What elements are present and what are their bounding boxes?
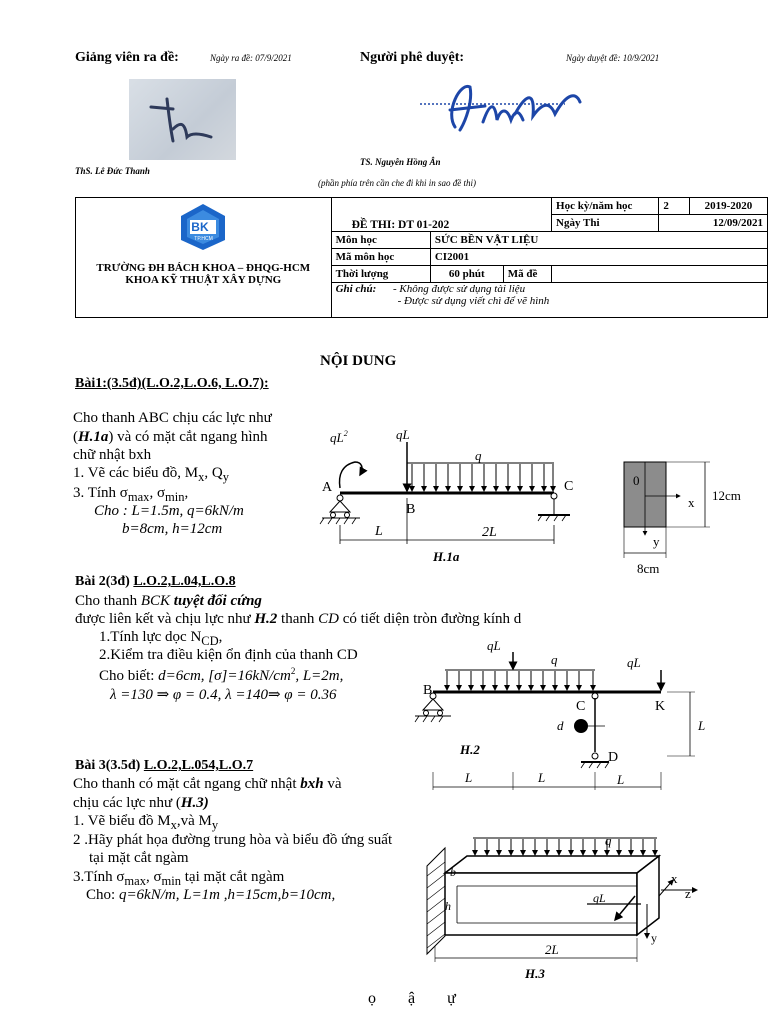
- bai3-task1: 1. Vẽ biểu đồ $M_x,và$ $M_y$: [73, 813, 219, 832]
- h3-y: y: [651, 931, 657, 945]
- school-cell: [76, 198, 332, 318]
- bai1-task1: 1. Vẽ các biểu đồ, $M_x$, $Q_y$: [73, 465, 229, 484]
- bai2-heading: Bài 2(3đ) L.O.2,L.04,L.O.8: [75, 574, 236, 589]
- note-2: - Được sử dụng viết chì để vẽ hình: [397, 295, 550, 307]
- h2-d: d: [557, 718, 564, 733]
- notes-cell: [331, 283, 767, 318]
- date-value: 12/09/2021: [659, 215, 768, 232]
- bai3-line2: chịu các lực như (H.3): [73, 795, 209, 811]
- bai1-heading: [75, 376, 269, 392]
- h2-q: q: [551, 652, 558, 667]
- h1-L: L: [375, 524, 383, 539]
- h3-x: x: [671, 871, 678, 886]
- lecturer-signature-icon: [129, 79, 236, 160]
- footer-glyphs: ọ ậ ự: [368, 990, 456, 1007]
- h3-h: h: [445, 899, 451, 913]
- note-label: Ghi chú:: [335, 283, 377, 295]
- note-1: - Không được sử dụng tài liệu: [393, 283, 526, 295]
- exam-code-label: Mã đề: [503, 266, 551, 283]
- bai1-task3: 3. Tính $\sigma_{max}$, $\sigma_{min}$,: [73, 485, 189, 504]
- bai3-heading: Bài 3(3.5đ) L.O.2,L.054,L.O.7: [75, 758, 254, 773]
- bai3-given: Cho: q=6kN/m, L=1m ,h=15cm,b=10cm,: [86, 887, 336, 903]
- bai2-given2: λ =130 ⇒ φ = 0.4, λ =140⇒ φ = 0.36: [110, 687, 337, 703]
- approver-signature-icon: [415, 72, 585, 142]
- h2-caption: H.2: [460, 742, 480, 757]
- bai2-line1: Cho thanh BCK tuyệt đối cứng: [75, 593, 262, 609]
- approve-date: Ngày duyệt đề: 10/9/2021: [566, 53, 660, 63]
- semester-label: Học kỳ/năm học: [552, 198, 659, 215]
- h2-L2: L: [538, 770, 546, 785]
- h3-z: z: [685, 886, 691, 901]
- bai1-heading-text: Bài1:(3.5đ)(L.O.2,L.O.6, L.O.7):: [75, 376, 269, 391]
- bai1-given2: b=8cm, h=12cm: [122, 521, 223, 537]
- date-label: Ngày Thi: [552, 215, 659, 232]
- content-title: NỘI DUNG: [320, 353, 397, 369]
- bai1-line1: Cho thanh ABC chịu các lực như: [73, 410, 272, 426]
- bai1-given1: Cho : L=1.5m, q=6kN/m: [94, 503, 244, 519]
- figure-h2-dims: [405, 762, 715, 792]
- h3-caption: H.3: [525, 966, 545, 981]
- cs-h-dim: 12cm: [712, 488, 741, 503]
- duration-value: 60 phút: [430, 266, 503, 283]
- h1-q: q: [475, 448, 482, 463]
- h3-2L: 2L: [545, 942, 559, 957]
- h2-qL-right: qL: [627, 655, 641, 670]
- approver-label: Người phê duyệt:: [360, 50, 465, 65]
- bai2-line2: được liên kết và chịu lực như H.2 thanh CD có tiết diện tròn đường kính d: [75, 611, 522, 627]
- h3-b: b: [450, 865, 456, 879]
- exam-code-value: [552, 266, 768, 283]
- h2-C: C: [576, 699, 586, 714]
- cs-origin: 0: [633, 473, 640, 488]
- cs-x: x: [688, 495, 695, 510]
- h2-L-side: L: [698, 718, 706, 733]
- h2-L3: L: [617, 772, 625, 787]
- lecturer-name: ThS. Lê Đức Thanh: [75, 166, 150, 176]
- exam-title: ĐỀ THI: DT 01-202: [331, 198, 551, 232]
- year-value: 2019-2020: [689, 198, 767, 215]
- bai1-line2: (H.1a) và có mặt cắt ngang hình: [73, 429, 268, 445]
- semester-value: 2: [659, 198, 690, 215]
- issue-date: Ngày ra đề: 07/9/2021: [210, 53, 292, 63]
- bai2-task1: 1.Tính lực dọc $N_{CD}$,: [99, 629, 223, 648]
- bk-logo: [178, 202, 228, 252]
- h2-qL-left: qL: [487, 638, 501, 653]
- bai2-task2: 2.Kiểm tra điều kiện ổn định của thanh CD: [99, 647, 358, 663]
- h1-qL2: $qL^2$: [330, 429, 348, 445]
- subject-value: SỨC BỀN VẬT LIỆU: [430, 232, 767, 249]
- approver-name: TS. Nguyễn Hồng Ân: [360, 157, 441, 167]
- h2-L1: L: [465, 770, 473, 785]
- h1-caption: H.1a: [433, 549, 460, 564]
- subject-label: Môn học: [331, 232, 430, 249]
- h3-qL: qL: [593, 891, 606, 905]
- bai3-task2a: 2 .Hãy phát họa đường trung hòa và biểu đồ ứng suất: [73, 832, 393, 848]
- school-line2: KHOA KỸ THUẬT XÂY DỰNG: [125, 274, 282, 286]
- h2-K: K: [655, 699, 666, 714]
- bai3-task3: 3.Tính $\sigma_{max}$, $\sigma_{min}$ tại mặt cắt ngàm: [73, 869, 285, 888]
- exam-header-table: [75, 197, 768, 318]
- logo-text: BK: [191, 220, 209, 234]
- cs-y: y: [653, 534, 660, 549]
- bai1-line3: chữ nhật bxh: [73, 447, 152, 463]
- lecturer-signature-image: [129, 79, 236, 160]
- bai2-given1: Cho biết: d=6cm, $[\sigma]=16kN/cm^2$, L=2m,: [99, 666, 344, 684]
- code-label: Mã môn học: [331, 249, 430, 266]
- h1-2L: 2L: [482, 525, 497, 540]
- figure-h3: [405, 828, 715, 983]
- h1-qL: qL: [396, 427, 410, 442]
- h1-C: C: [564, 479, 574, 494]
- school-line1: TRƯỜNG ĐH BÁCH KHOA – ĐHQG-HCM: [96, 262, 311, 274]
- duration-label: Thời lượng: [331, 266, 430, 283]
- lecturer-label: Giảng viên ra đề:: [75, 50, 179, 65]
- bai3-task2b: tại mặt cắt ngàm: [89, 850, 189, 866]
- h2-B: B: [423, 683, 433, 698]
- bai3-line1: Cho thanh có mặt cắt ngang chữ nhật bxh và: [73, 776, 342, 792]
- cs-b-dim: 8cm: [637, 561, 660, 576]
- h2-D: D: [608, 750, 619, 765]
- h1-B: B: [406, 502, 416, 517]
- figure-h1a: [300, 420, 600, 570]
- logo-sub: TP.HCM: [194, 236, 213, 242]
- figure-cross-section: [600, 440, 760, 580]
- code-value: CI2001: [430, 249, 767, 266]
- approver-note: (phần phía trên cần che đi khi in sao đề thi): [318, 178, 476, 188]
- h3-q: q: [605, 833, 612, 848]
- h1-A: A: [322, 480, 333, 495]
